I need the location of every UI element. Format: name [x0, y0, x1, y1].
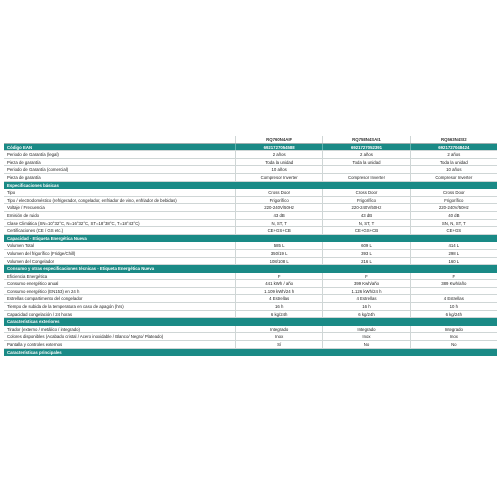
spec-value: 220-240V/50Hz: [322, 204, 409, 211]
spec-value: 1.126 kWh/24 h: [322, 288, 409, 295]
spec-row: [4, 197, 497, 205]
row-label: Clase Climática (SN=10°32°C, N=16°32°C, ST=18°38°C, T=18°43°C): [7, 220, 140, 226]
row-label: Emisión de ruido: [7, 212, 40, 218]
spec-value: 43 dB: [322, 212, 409, 219]
spec-row: [4, 303, 497, 311]
spec-row: [4, 288, 497, 296]
row-label: Tiempo de subida de la temperatura en caso de apagón (hrs): [7, 304, 124, 310]
spec-value: Toda la unidad: [235, 159, 322, 166]
spec-value: 2 años: [322, 151, 409, 158]
row-label: Tipo: [7, 190, 16, 196]
spec-value: 414 L: [410, 242, 497, 249]
spec-value: F: [322, 273, 409, 280]
spec-value: Integrado: [235, 326, 322, 333]
spec-value: 108/108 L: [235, 258, 322, 265]
spec-value: 2 años: [410, 151, 497, 158]
spec-row: [4, 250, 497, 258]
row-label: Código EAN: [7, 144, 33, 150]
spec-value: 1.109 kWh/24 h: [235, 288, 322, 295]
section-header: [4, 265, 497, 273]
row-label: Tipo / electrodoméstico (refrigerador, congelador, enfriador de vino, enfriador de bebidas): [7, 197, 177, 203]
spec-row: [4, 258, 497, 266]
row-label: Consumo energético (EN153) en 24 h: [7, 288, 80, 294]
spec-value: 2 años: [235, 151, 322, 158]
spec-row: [4, 151, 497, 159]
spec-table: [4, 136, 497, 356]
section-header: [4, 349, 497, 357]
row-label: Pieza de garantía: [7, 159, 41, 165]
model-name: RQ563N4SI2: [410, 136, 497, 143]
spec-value: Frigorífico: [410, 197, 497, 204]
spec-value: 393 L: [322, 250, 409, 257]
spec-value: Compresor Inverter: [322, 174, 409, 181]
spec-value: 609 L: [322, 242, 409, 249]
row-label: Pantalla y controles externos: [7, 342, 63, 348]
spec-row: [4, 204, 497, 212]
row-label: Capacidad congelación / 24 horas: [7, 311, 72, 317]
spec-value: 220-240V/50Hz: [235, 204, 322, 211]
section-title: Características principales: [7, 349, 62, 355]
section-header: [4, 182, 497, 190]
spec-row: [4, 174, 497, 182]
spec-value: Frigorífico: [235, 197, 322, 204]
row-label: Periodo de Garantía (comercial): [7, 167, 69, 173]
spec-value: SN, N, ST, T: [410, 220, 497, 227]
spec-value: [322, 166, 409, 173]
spec-value: Cross Door: [410, 189, 497, 196]
row-label: Pieza de garantía: [7, 174, 41, 180]
spec-value: F: [235, 273, 322, 280]
spec-value: Cross Door: [322, 189, 409, 196]
section-title: Capacidad - Etiqueta Energética Nueva: [7, 235, 87, 241]
header-blank: [4, 136, 235, 143]
spec-value: 298 L: [410, 250, 497, 257]
spec-value: 40 dB: [410, 212, 497, 219]
spec-value: 6 kg/24h: [235, 311, 322, 318]
row-label: Eficiencia Energética: [7, 273, 48, 279]
spec-row: [4, 227, 497, 235]
spec-value: CE+GS+CB: [235, 227, 322, 234]
spec-value: Inox: [322, 333, 409, 340]
spec-value: Inox: [410, 333, 497, 340]
row-label: Periodo de Garantía (legal): [7, 152, 59, 158]
spec-value: Integrado: [410, 326, 497, 333]
spec-value: 585 L: [235, 242, 322, 249]
spec-row: [4, 212, 497, 220]
row-label: Voltaje / Frecuencia: [7, 205, 45, 211]
spec-value: 4 Estrellas: [235, 295, 322, 302]
row-label: Consumo energético anual: [7, 281, 59, 287]
spec-value: 350/19 L: [235, 250, 322, 257]
spec-value: 6 kg/24h: [322, 311, 409, 318]
spec-value: 10 h: [410, 303, 497, 310]
spec-row: [4, 273, 497, 281]
section-title: Especificaciones básicas: [7, 182, 59, 188]
spec-row: [4, 280, 497, 288]
ean-value: 6921727052391: [322, 144, 409, 151]
spec-row: [4, 159, 497, 167]
spec-value: N, ST, T: [322, 220, 409, 227]
ean-row: [4, 144, 497, 152]
spec-value: 441 kWh / año: [235, 280, 322, 287]
spec-value: Cross Door: [235, 189, 322, 196]
spec-row: [4, 333, 497, 341]
spec-value: Compresor Inverter: [410, 174, 497, 181]
section-title: Consumo y otras especificaciones técnicas - Etiqueta Energética Nueva: [7, 266, 155, 272]
spec-value: Toda la unidad: [410, 159, 497, 166]
spec-value: 399 Kwh/año: [322, 280, 409, 287]
spec-value: Frigorífico: [322, 197, 409, 204]
spec-row: [4, 242, 497, 250]
spec-value: No: [322, 341, 409, 348]
spec-row: [4, 166, 497, 174]
spec-value: 6 kg/24h: [410, 311, 497, 318]
spec-value: 16 h: [322, 303, 409, 310]
spec-value: [410, 288, 497, 295]
spec-value: CE+GS+CB: [322, 227, 409, 234]
row-label: Colores disponibles (Acabado cristal / Acero inoxidable / Blanco/ Negro/ Plateado): [7, 334, 164, 340]
spec-value: 160 L: [410, 258, 497, 265]
spec-row: [4, 326, 497, 334]
spec-value: 43 dB: [235, 212, 322, 219]
spec-row: [4, 311, 497, 319]
row-label: Volumen del Congelador: [7, 258, 55, 264]
spec-value: F: [410, 273, 497, 280]
spec-row: [4, 295, 497, 303]
spec-value: Compresor Inverter: [235, 174, 322, 181]
spec-value: 389 Kwh/año: [410, 280, 497, 287]
spec-value: 10 años: [410, 166, 497, 173]
ean-value: 6921727048424: [410, 144, 497, 151]
section-header: [4, 318, 497, 326]
model-header-row: [4, 136, 497, 144]
spec-value: Integrado: [322, 326, 409, 333]
spec-row: [4, 189, 497, 197]
spec-value: 4 Estrellas: [322, 295, 409, 302]
spec-value: 4 Estrellas: [410, 295, 497, 302]
model-name: RQ760N4AIF: [235, 136, 322, 143]
spec-value: N, ST, T: [235, 220, 322, 227]
spec-value: No: [410, 341, 497, 348]
model-name: RQ758N4SAI1: [322, 136, 409, 143]
section-title: Características exteriores: [7, 319, 60, 325]
spec-value: Toda la unidad: [322, 159, 409, 166]
spec-value: 10 años: [235, 166, 322, 173]
spec-value: CE+GS: [410, 227, 497, 234]
ean-value: 6921727054588: [235, 144, 322, 151]
spec-value: 220-240V/50Hz: [410, 204, 497, 211]
spec-row: [4, 220, 497, 228]
spec-rows: [4, 151, 497, 356]
row-label: Volumen Total: [7, 243, 34, 249]
section-header: [4, 235, 497, 243]
row-label: Volumen del frigorífico (Fridge/Chill): [7, 250, 76, 256]
spec-value: Sí: [235, 341, 322, 348]
spec-value: 16 h: [235, 303, 322, 310]
row-label: Estrellas compartimento del congelador: [7, 296, 83, 302]
spec-value: Inox: [235, 333, 322, 340]
spec-value: 216 L: [322, 258, 409, 265]
spec-row: [4, 341, 497, 349]
row-label: Certificaciones (CE / GS etc.): [7, 228, 64, 234]
row-label: Tirador (externo / metálico / integrado): [7, 326, 80, 332]
